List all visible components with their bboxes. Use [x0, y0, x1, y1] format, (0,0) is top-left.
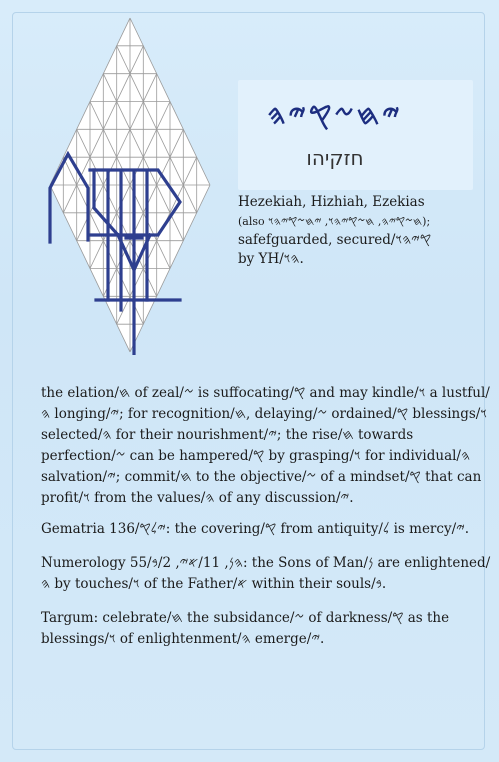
- title-box: [238, 80, 473, 190]
- gematria-paragraph: Gematria 136/𐤉𐤋𐤒: the covering/𐤒 from antiquity/𐤋 is mercy/𐤉.: [41, 521, 470, 537]
- lattice-diagram: [30, 10, 230, 355]
- body-text: [41, 383, 491, 663]
- meaning-line-1: safefguarded, secured/𐤒𐤉𐤄𐤅: [238, 232, 432, 248]
- names-line: Hezekiah, Hizhiah, Ezekias: [238, 194, 425, 210]
- name-block: [238, 193, 488, 269]
- meaning-line-2: by YH/𐤄𐤅.: [238, 251, 304, 267]
- numerology-paragraph: Numerology 55/𐤄𐤍, 11/𐤀𐤉, 2/𐤁: the Sons of Man/𐤍 are enlightened/𐤄 by touches/𐤅 of the Father/𐤀 within their souls/𐤁.: [41, 555, 491, 592]
- also-line: (also 𐤇𐤆𐤒𐤉𐤄, 𐤇𐤆𐤒𐤉𐤄𐤅, 𐤉𐤇𐤆𐤒𐤉𐤄𐤅);: [238, 215, 431, 228]
- page-title: 𐤉𐤇𐤆𐤒𐤉𐤄: [267, 100, 403, 131]
- hebrew-title: חזקיהו: [306, 146, 364, 170]
- targum-paragraph: Targum: celebrate/𐤇 the subsidance/𐤆 of darkness/𐤒 as the blessings/𐤅 of enlightenment/𐤄 emerge/𐤉.: [41, 610, 450, 647]
- interpretation-paragraph: the elation/𐤇 of zeal/𐤆 is suffocating/𐤒 and may kindle/𐤅 a lustful/𐤄 longing/𐤉; for recognition/𐤇, delaying/𐤆 ordained/𐤒 blessings/𐤅 selected/𐤄 for their nourishment/𐤉; the rise/𐤇 towards perfection/𐤆 can be hampered/𐤒 by grasping/𐤅 for individual/𐤄 salvation/𐤉; commit/𐤇 to the objective/𐤆 of a mindset/𐤒 that can profit/𐤅 from the values/𐤄 of any discussion/𐤉.: [41, 385, 490, 506]
